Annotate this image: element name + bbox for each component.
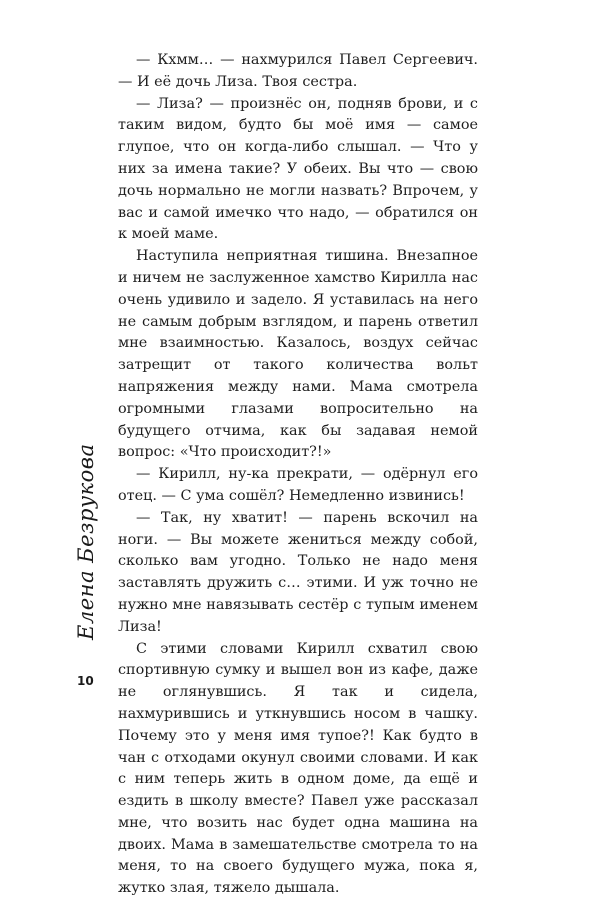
paragraph: — Кхмм… — нахмурился Павел Сергеевич. — И её дочь Лиза. Твоя сестра. — [118, 52, 478, 90]
paragraph: Наступила неприятная тишина. Внезапное и ничем не заслуженное хамство Кирилла нас очень удивило и задело. Я уставилась на него не самым добрым взглядом, и парень ответил мне взаимностью. Казалось, воздух сейчас затрещит от такого количества вольт напряжения между нами. Мама смотрела огромными глазами вопросительно на будущего отчима, как бы задавая немой вопрос: «Что происходит?!» — [118, 248, 478, 461]
paragraph: — Кирилл, ну-ка прекрати, — одёрнул его отец. — С ума сошёл? Немедленно извинись! — [118, 466, 478, 504]
paragraph: — Лиза? — произнёс он, подняв брови, и с таким видом, будто бы моё имя — самое глупое, что он когда-либо слышал. — Что у них за имена такие? У обеих. Вы что — свою дочь нормально не могли назвать? Впрочем, у вас и самой имечко что надо, — обратился он к моей маме. — [118, 95, 478, 243]
paragraph: С этими словами Кирилл схватил свою спортивную сумку и вышел вон из кафе, даже не оглянувшись. Я так и сидела, нахмурившись и уткнувшись носом в чашку. Почему это у меня имя тупое?! Как будто в чан с отходами окунул своими словами. И как с ним теперь жить в одном доме, да ещё и ездить в школу вместе? Павел уже рассказал мне, что возить нас будет одна машина на двоих. Мама в замешательстве смотрела то на меня, то на своего будущего мужа, пока я, жутко злая, тяжело дышала. — [118, 640, 478, 897]
page-number: 10 — [77, 674, 94, 688]
body-text — [118, 50, 478, 900]
paragraph: — Так, ну хватит! — парень вскочил на ноги. — Вы можете жениться между собой, сколько вам угодно. Только не надо меня заставлять дружить с… этими. И уж точно не нужно мне навязывать сестёр с тупым именем Лиза! — [118, 509, 478, 635]
author-name-vertical: Елена Безрукова — [74, 443, 98, 640]
